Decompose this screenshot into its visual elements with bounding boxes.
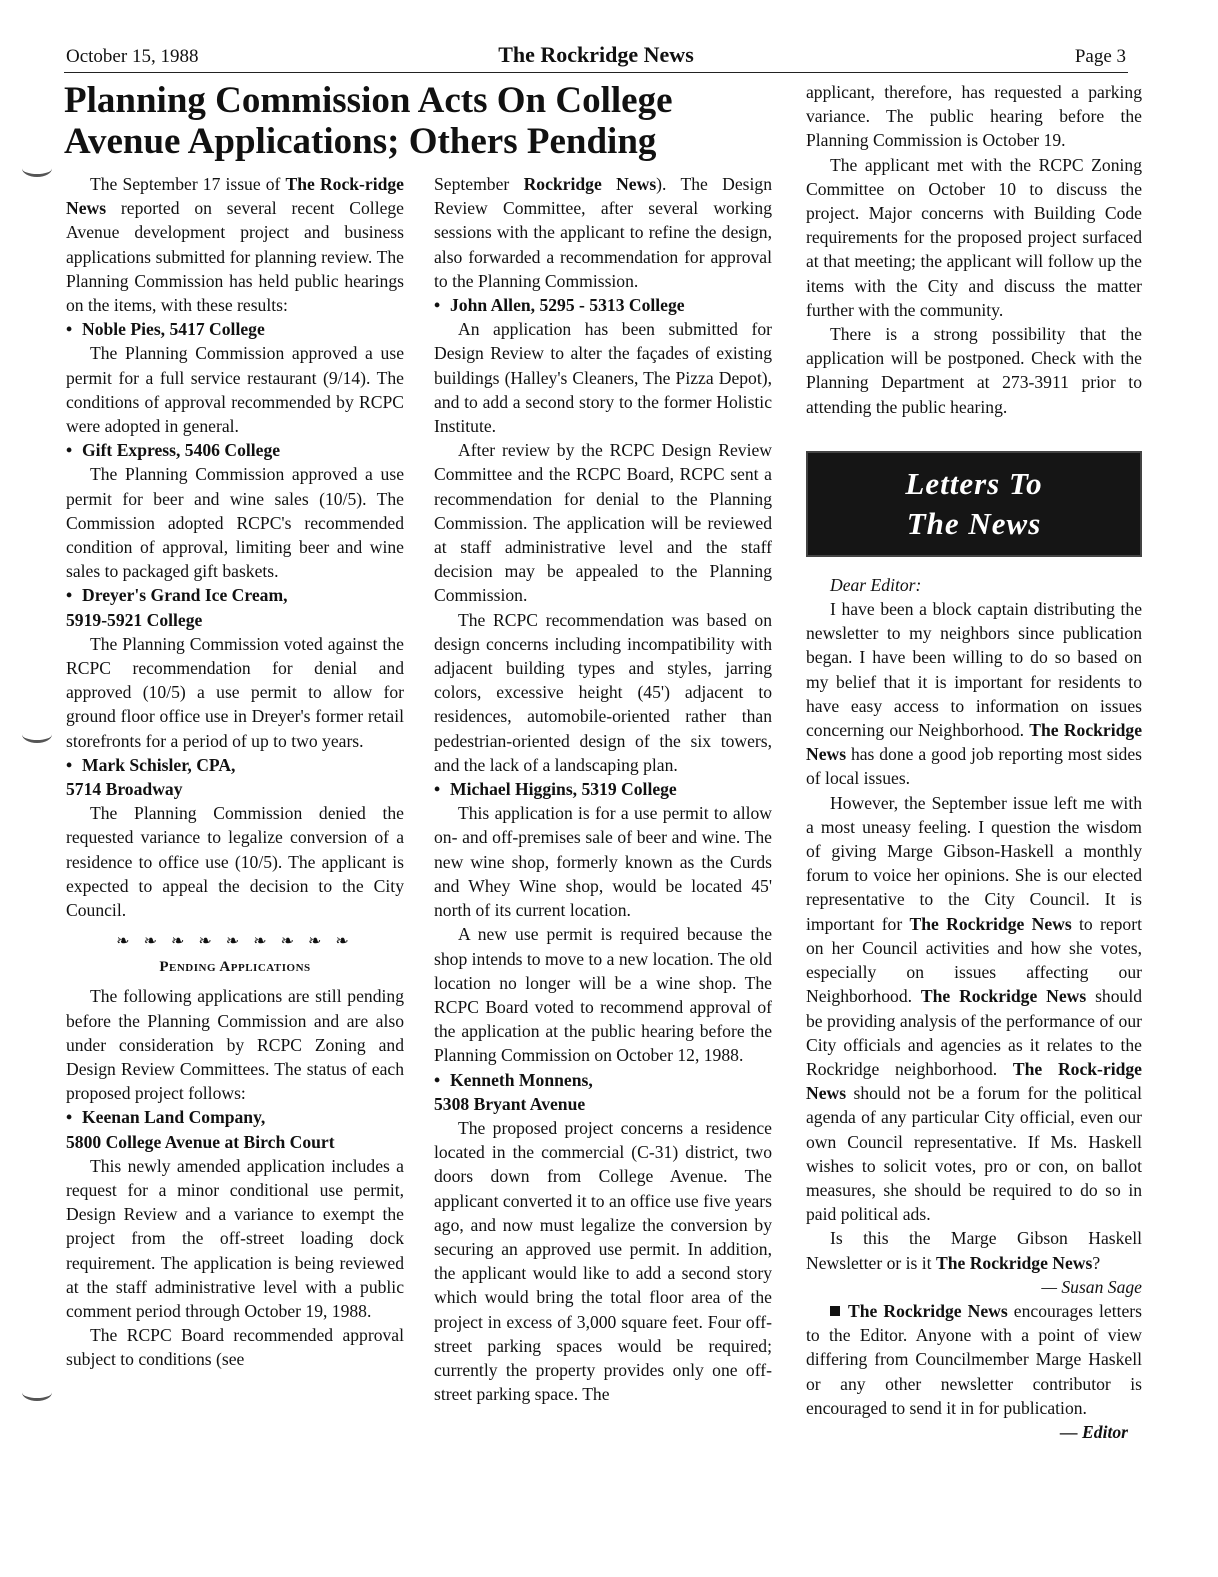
item-body: The Planning Commission voted against the RCPC recommendation for denial and approved (10/5) a use permit to allow for ground floor office use in Dreyer's former retail storefronts for a period of up to two years. bbox=[66, 633, 404, 751]
body-text: ? bbox=[1092, 1252, 1101, 1273]
paper-name-ref: The Rockridge News bbox=[806, 720, 1143, 765]
item-title: Michael Higgins, 5319 College bbox=[450, 779, 677, 800]
paper-name-ref: The Rockridge News bbox=[935, 1252, 1093, 1273]
item-address: 5308 Bryant Avenue bbox=[434, 1093, 586, 1114]
item-title: Noble Pies, 5417 College bbox=[82, 319, 265, 340]
issue-date: October 15, 1988 bbox=[66, 46, 199, 67]
paper-name-ref: The Rockridge News bbox=[909, 913, 1072, 934]
body-text: should be providing analysis of the performance of our City officials and agencies as it relates to the Rockridge neighborhood. bbox=[806, 986, 1143, 1079]
body-text: encourages letters to the Editor. Anyone with a point of view differing from Councilmember Marge Haskell or any other newsletter contributor is encouraged to send it in for publication. bbox=[806, 1300, 1142, 1418]
item-body: The proposed project concerns a residence located in the commercial (C-31) district, two doors down from College Avenue. The applicant converted it to an office use five years ago, and now must legalize the conversion by securing an approved use permit. In addition, the applicant would like to add a second story which would bring the total floor area of the project in excess of 3,000 square feet. Four off-street parking spaces would be required; currently the property provides only one off-street parking space. The bbox=[434, 1117, 772, 1405]
letters-banner-line2: The News bbox=[906, 505, 1042, 541]
continued-paragraph bbox=[434, 172, 772, 293]
continued-paragraph: applicant, therefore, has requested a parking variance. The public hearing before the Planning Commission is October 19. bbox=[806, 82, 1142, 151]
item-heading: • Mark Schisler, CPA, bbox=[66, 754, 236, 775]
letters-banner-line1: Letters To bbox=[905, 465, 1043, 501]
item-heading: • Michael Higgins, 5319 College bbox=[434, 779, 677, 800]
item-heading: • Keenan Land Company, bbox=[66, 1107, 266, 1128]
body-text: should not be a forum for the political agenda of any particular City official, even our own Council representative. If Ms. Haskell wishes to solicit votes, pro or con, on ballot measures, she should be required to do so in paid political ads. bbox=[806, 1083, 1142, 1225]
item-body: After review by the RCPC Design Review Committee and the RCPC Board, RCPC sent a recommendation for denial to the Planning Commission. The application will be reviewed at staff administrative level and the staff decision may be appealed to the Planning Commission. bbox=[434, 440, 772, 606]
paper-name-ref: Rockridge News bbox=[523, 174, 657, 194]
item-address: 5800 College Avenue at Birch Court bbox=[66, 1131, 335, 1152]
item-title: Keenan Land Company, bbox=[82, 1107, 266, 1128]
item-body: This application is for a use permit to allow on- and off-premises sale of beer and wine. The new wine shop, formerly known as the Curds and Whey Wine shop, would be located 45' north of its current location. bbox=[434, 803, 772, 921]
item-body: The RCPC Board recommended approval subject to conditions (see bbox=[66, 1325, 404, 1370]
item-title: Kenneth Monnens, bbox=[450, 1069, 593, 1090]
body-paragraph: The applicant met with the RCPC Zoning Committee on October 10 to discuss the project. Major concerns with Building Code requirements for the proposed project surfaced at that meeting; the applicant will follow up the items with the City and discuss the matter further with the community. bbox=[806, 154, 1142, 320]
salutation: Dear Editor: bbox=[830, 574, 922, 595]
paper-name-ref: The Rockridge News bbox=[848, 1300, 1008, 1321]
punch-hole-mark bbox=[22, 1384, 52, 1401]
punch-hole-mark bbox=[22, 726, 52, 743]
item-heading: • Dreyer's Grand Ice Cream, bbox=[66, 585, 288, 606]
item-body: The RCPC recommendation was based on design concerns including incompatibility with adjacent building types and styles, jarring colors, excessive height (45') adjacent to residences, automobile-oriented rather than pedestrian-oriented design of the six towers, and the lack of a landscaping plan. bbox=[434, 609, 772, 775]
page-header bbox=[66, 42, 1126, 72]
paper-name-ref: The Rock-ridge News bbox=[806, 1058, 1142, 1104]
body-text: to report on her Council activities and how she votes, especially on issues affecting our Neighborhood. bbox=[806, 913, 1142, 1007]
item-title: Dreyer's Grand Ice Cream, bbox=[82, 585, 288, 606]
pending-intro: The following applications are still pending before the Planning Commission and are also under consideration by RCPC Zoning and Design Review Committees. The status of each proposed project follows: bbox=[66, 986, 404, 1104]
intro-text: The September 17 issue of bbox=[90, 174, 286, 194]
body-text: ). The Design Review Committee, after several working sessions with the applicant to refine the design, also forwarded a recommendation for approval to the Planning Commission. bbox=[434, 174, 772, 291]
item-address: 5714 Broadway bbox=[66, 779, 183, 800]
headline: Planning Commission Acts On College Avenue Applications; Others Pending bbox=[64, 80, 673, 162]
page-number: Page 3 bbox=[1074, 46, 1126, 67]
body-text: I have been a block captain distributing the newsletter to my neighbors since publication began. I have been willing to do so based on my belief that it is important for residents to have easy access to information on issues concerning our Neighborhood. bbox=[806, 599, 1142, 741]
intro-paragraph bbox=[66, 172, 404, 317]
ornament-divider: ❧ ❧ ❧ ❧ ❧ ❧ ❧ ❧ ❧ bbox=[116, 933, 354, 951]
item-title: John Allen, 5295 - 5313 College bbox=[450, 295, 685, 316]
letter-paragraph bbox=[806, 791, 1142, 1227]
square-bullet-icon bbox=[830, 1306, 840, 1316]
paper-name-ref: The Rockridge News bbox=[920, 986, 1087, 1007]
intro-text: reported on several recent College Avenue development project and business applications submitted for planning review. The Planning Commission has held public hearings on the items, with these results: bbox=[66, 198, 404, 316]
item-heading: • Gift Express, 5406 College bbox=[66, 440, 281, 461]
item-title: Mark Schisler, CPA, bbox=[82, 754, 236, 775]
editor-note bbox=[806, 1299, 1142, 1442]
body-text: has done a good job reporting most sides of local issues. bbox=[806, 744, 1142, 789]
header-rule bbox=[64, 72, 1128, 73]
item-heading: • Kenneth Monnens, bbox=[434, 1069, 593, 1090]
body-text: September bbox=[434, 174, 524, 194]
body-text: Is this the Marge Gibson Haskell Newsletter or is it bbox=[806, 1228, 1142, 1273]
newspaper-name: The Rockridge News bbox=[498, 42, 694, 67]
letter-signature: — Susan Sage bbox=[1041, 1276, 1142, 1297]
item-body: The Planning Commission approved a use permit for beer and wine sales (10/5). The Commission adopted RCPC's recommended condition of approval, limiting beer and wine sales to packaged gift baskets. bbox=[66, 464, 404, 582]
pending-heading: Pending Applications bbox=[159, 959, 311, 976]
letter-paragraph bbox=[806, 1226, 1142, 1274]
punch-hole-mark bbox=[22, 160, 52, 177]
body-text: However, the September issue left me with a most uneasy feeling. I question the wisdom of giving Marge Gibson-Haskell a monthly forum to voice her opinions. She is our elected representative to the City Council. It is important for bbox=[806, 792, 1142, 934]
item-heading: • John Allen, 5295 - 5313 College bbox=[434, 295, 685, 316]
item-body: This newly amended application includes a request for a minor conditional use permit, Design Review and a variance to exempt the project from the off-street loading dock requirement. The application is being reviewed at the staff administrative level with a public comment period through October 19, 1988. bbox=[66, 1155, 404, 1321]
item-title: Gift Express, 5406 College bbox=[82, 440, 281, 461]
item-body: The Planning Commission approved a use permit for a full service restaurant (9/14). The conditions of approval recommended by RCPC were adopted in general. bbox=[66, 343, 404, 437]
item-body: An application has been submitted for Design Review to alter the façades of existing buildings (Halley's Cleaners, The Pizza Depot), and to add a second story to the former Holistic Institute. bbox=[434, 319, 772, 437]
body-paragraph: There is a strong possibility that the application will be postponed. Check with the Planning Department at 273-3911 prior to attending the public hearing. bbox=[806, 324, 1142, 417]
paper-name-ref: The Rock-ridge News bbox=[66, 174, 404, 219]
column-3 bbox=[806, 80, 1142, 1444]
item-address: 5919-5921 College bbox=[66, 609, 203, 630]
column-2 bbox=[434, 172, 772, 1406]
item-body: The Planning Commission denied the requested variance to legalize conversion of a residence to office use (10/5). The applicant is expected to appeal the decision to the City Council. bbox=[66, 803, 404, 921]
item-heading: • Noble Pies, 5417 College bbox=[66, 319, 265, 340]
item-body: A new use permit is required because the shop intends to move to a new location. The old location no longer will be a wine shop. The RCPC Board voted to recommend approval of the application at the public hearing before the Planning Commission on October 12, 1988. bbox=[434, 924, 772, 1066]
column-1 bbox=[66, 172, 404, 1372]
letters-banner bbox=[806, 451, 1142, 557]
editor-signature: — Editor bbox=[1060, 1421, 1128, 1442]
letter-paragraph bbox=[806, 597, 1142, 791]
